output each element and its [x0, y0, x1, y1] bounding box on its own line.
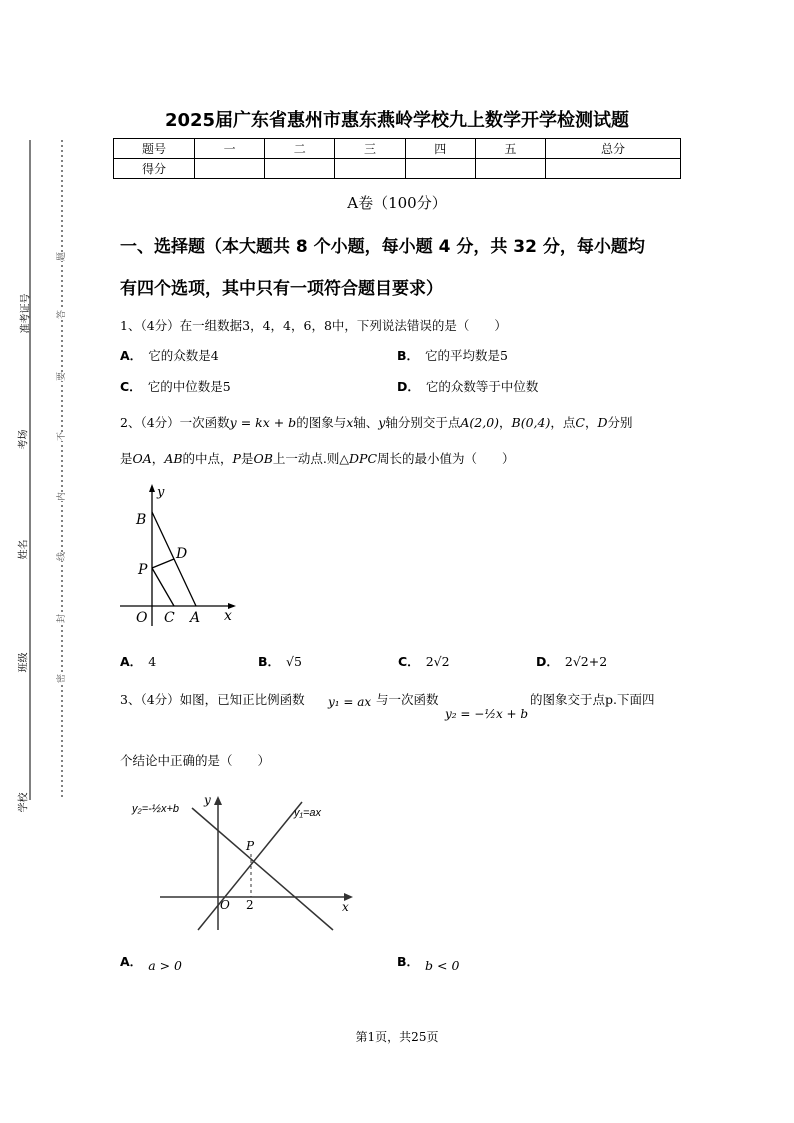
score-cell	[265, 159, 335, 179]
q2-text: 的图象与	[296, 415, 347, 430]
q2-text: 上一动点.则	[272, 451, 340, 466]
q2-math: y	[378, 415, 386, 430]
table-header-cell: 二	[265, 139, 335, 159]
table-header-cell: 总分	[546, 139, 681, 159]
q2-option-b	[258, 652, 302, 670]
q2-text: 分别	[607, 415, 633, 430]
option-text: 2√2	[425, 654, 450, 669]
segment-pd	[152, 559, 174, 568]
label-y2: y₂=-½x+b	[132, 803, 179, 815]
q2-text: 周长的最小值为（ ）	[377, 451, 515, 466]
q2-option-c	[398, 652, 450, 670]
q2-text: 2、（4分）一次函数	[120, 415, 230, 430]
label-o: O	[220, 898, 230, 912]
q1-option-c	[120, 377, 231, 395]
table-header-cell: 一	[195, 139, 265, 159]
q1-option-a	[120, 346, 219, 364]
q3-function-1	[328, 695, 371, 709]
label-d: D	[176, 546, 188, 562]
seal-char: 题	[54, 252, 67, 261]
q3-option-b	[397, 952, 460, 973]
label-p: P	[246, 839, 255, 853]
q2-math: A(2,0)	[460, 415, 500, 430]
option-text: 4	[148, 654, 157, 669]
label-p: P	[138, 562, 148, 578]
q3-text-tail: 的图象交于点p.下面四	[530, 692, 655, 707]
q2-math: y = kx + b	[229, 415, 297, 430]
score-cell	[475, 159, 545, 179]
option-text: 它的众数等于中位数	[425, 379, 539, 394]
score-cell	[405, 159, 475, 179]
option-label: B．	[397, 954, 420, 969]
q1-option-b	[397, 346, 508, 364]
question-3-stem-line1	[120, 690, 305, 708]
seal-char: 密	[54, 674, 67, 683]
label-x: x	[342, 900, 349, 914]
label-c: C	[164, 610, 175, 626]
q2-math: P	[232, 451, 241, 466]
option-text: √5	[286, 654, 302, 669]
seal-char: 不	[54, 432, 67, 441]
option-label: A．	[120, 654, 143, 669]
option-text: 它的平均数是5	[425, 348, 508, 363]
seal-char: 答	[54, 310, 67, 319]
sidebar-label-name: 姓名	[18, 539, 30, 560]
option-text: b < 0	[425, 958, 460, 973]
sidebar-lines	[0, 0, 80, 1123]
label-y: y	[204, 793, 211, 807]
q2-text: 轴分别交于点	[385, 415, 461, 430]
q2-text: 是	[120, 451, 133, 466]
score-cell	[335, 159, 405, 179]
question-2-stem-line1: 2、（4分）一次函数y = kx + b的图象与x轴、y轴分别交于点A(2,0)，B(0,4)，点C，D分别	[120, 415, 633, 430]
table-header-cell: 题号	[114, 139, 195, 159]
q3-math: y₂ = −½x + b	[445, 707, 529, 721]
table-header-cell: 五	[475, 139, 545, 159]
q2-math: D	[597, 415, 608, 430]
page-footer: 第1页，共25页	[355, 1030, 439, 1044]
label-x: x	[224, 608, 232, 624]
question-2-stem-line2: 是OA，AB的中点，P是OB上一动点.则△DPC周长的最小值为（ ）	[120, 451, 515, 466]
part-heading-line2: 有四个选项，其中只有一项符合题目要求）	[120, 279, 443, 299]
q3-figure	[128, 788, 363, 938]
table-header-cell: 三	[335, 139, 405, 159]
q2-text: 是	[240, 451, 254, 466]
segment-pc	[152, 568, 174, 606]
y-axis-arrow	[214, 796, 222, 805]
seal-char: 封	[54, 614, 67, 623]
q2-text: ，点	[550, 415, 576, 430]
sidebar-label-room: 考场	[18, 429, 30, 450]
q2-text: 轴、	[353, 415, 379, 430]
table-header-cell: 四	[405, 139, 475, 159]
q2-math: C	[575, 415, 585, 430]
q2-figure	[118, 480, 243, 630]
score-cell	[546, 159, 681, 179]
q2-math: x	[346, 415, 354, 430]
option-label: C．	[120, 379, 142, 394]
option-label: C．	[398, 654, 420, 669]
option-label: B．	[397, 348, 420, 363]
q2-text: 的中点，	[182, 451, 233, 466]
sidebar-label-class: 班级	[18, 652, 30, 673]
q2-math: OA	[132, 451, 152, 466]
seal-char: 要	[54, 372, 67, 381]
option-label: A．	[120, 348, 143, 363]
q3-text: 3、（4分）如图，已知正比例函数	[120, 692, 305, 707]
q3-option-a	[120, 952, 183, 973]
table-row	[114, 159, 681, 179]
label-y1: y₁=ax	[294, 807, 322, 819]
sidebar-label-exam-id: 准考证号	[20, 293, 32, 334]
table-row	[114, 139, 681, 159]
q2-math: OB	[253, 451, 273, 466]
q1-option-d	[397, 377, 538, 395]
q3-function-2	[445, 707, 528, 721]
option-label: A．	[120, 954, 143, 969]
q2-math: AB	[164, 451, 183, 466]
question-1-stem: 1、（4分）在一组数据3，4，4，6，8中，下列说法错误的是（ ）	[120, 318, 507, 333]
label-a: A	[190, 610, 201, 626]
seal-char: 线	[54, 552, 67, 561]
sidebar-label-school: 学校	[18, 792, 30, 813]
seal-char: 内	[54, 492, 67, 501]
score-table	[113, 138, 681, 179]
part-heading-line1: 一、选择题（本大题共 8 个小题，每小题 4 分，共 32 分，每小题均	[120, 237, 645, 257]
q2-math: △DPC	[339, 451, 378, 466]
q2-math: B(0,4)	[511, 415, 551, 430]
q2-option-a	[120, 652, 156, 670]
question-3-stem-line2: 个结论中正确的是（ ）	[120, 753, 271, 768]
option-text: 2√2+2	[564, 654, 608, 669]
q3-math: y₁ = ax	[328, 695, 372, 709]
option-label: D．	[536, 654, 559, 669]
score-cell	[195, 159, 265, 179]
option-text: 它的中位数是5	[147, 379, 231, 394]
y-axis-arrow	[149, 484, 155, 492]
section-heading: A卷（100分）	[347, 194, 447, 212]
option-text: a > 0	[148, 958, 183, 973]
q2-option-d	[536, 652, 607, 670]
q3-text-mid: 与一次函数	[376, 692, 439, 707]
label-o: O	[136, 610, 148, 626]
label-b: B	[136, 512, 147, 528]
label-2: 2	[246, 898, 254, 912]
option-label: B．	[258, 654, 281, 669]
table-row-label: 得分	[114, 159, 195, 179]
label-y: y	[157, 485, 165, 500]
option-text: 它的众数是4	[148, 348, 219, 363]
option-label: D．	[397, 379, 420, 394]
page-title: 2025届广东省惠州市惠东燕岭学校九上数学开学检测试题	[164, 110, 630, 131]
